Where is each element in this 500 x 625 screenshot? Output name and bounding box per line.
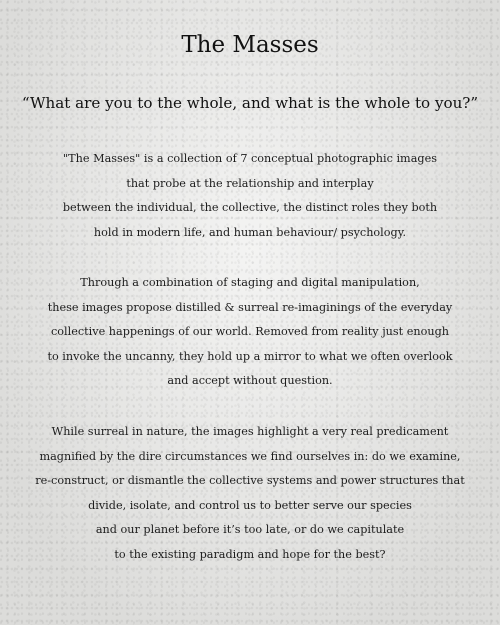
paragraph-predicament — [0, 420, 500, 567]
paragraph-method — [0, 271, 500, 394]
paragraph-line: Through a combination of staging and digital manipulation, — [80, 276, 420, 289]
paragraph-line: to the existing paradigm and hope for the best? — [114, 547, 386, 561]
paragraph-line: magnified by the dire circumstances we find ourselves in: do we examine, — [39, 449, 461, 463]
paragraph-line: "The Masses" is a collection of 7 conceptual photographic images — [63, 152, 437, 165]
paragraph-line: between the individual, the collective, the distinct roles they both — [62, 201, 438, 214]
paragraph-line: divide, isolate, and control us to better serve our species — [88, 498, 412, 512]
paragraph-line: and our planet before it’s too late, or do we capitulate — [95, 523, 405, 536]
paragraph-intro — [0, 147, 500, 245]
paragraph-line: collective happenings of our world. Removed from reality just enough — [51, 325, 449, 338]
paragraph-line: and accept without question. — [167, 374, 333, 387]
paragraph-line: While surreal in nature, the images highlight a very real predicament — [51, 425, 449, 438]
paragraph-line: re-construct, or dismantle the collective systems and power structures that — [35, 474, 465, 487]
paragraph-line: that probe at the relationship and interplay — [126, 176, 374, 190]
paragraph-line: these images propose distilled & surreal re-imaginings of the everyday — [47, 300, 453, 314]
page-title: The Masses — [181, 32, 319, 58]
paragraph-line: hold in modern life, and human behaviour/ psychology. — [93, 225, 407, 239]
epigraph-quote: “What are you to the whole, and what is the whole to you?” — [21, 94, 479, 112]
paragraph-line: to invoke the uncanny, they hold up a mirror to what we often overlook — [47, 349, 453, 363]
